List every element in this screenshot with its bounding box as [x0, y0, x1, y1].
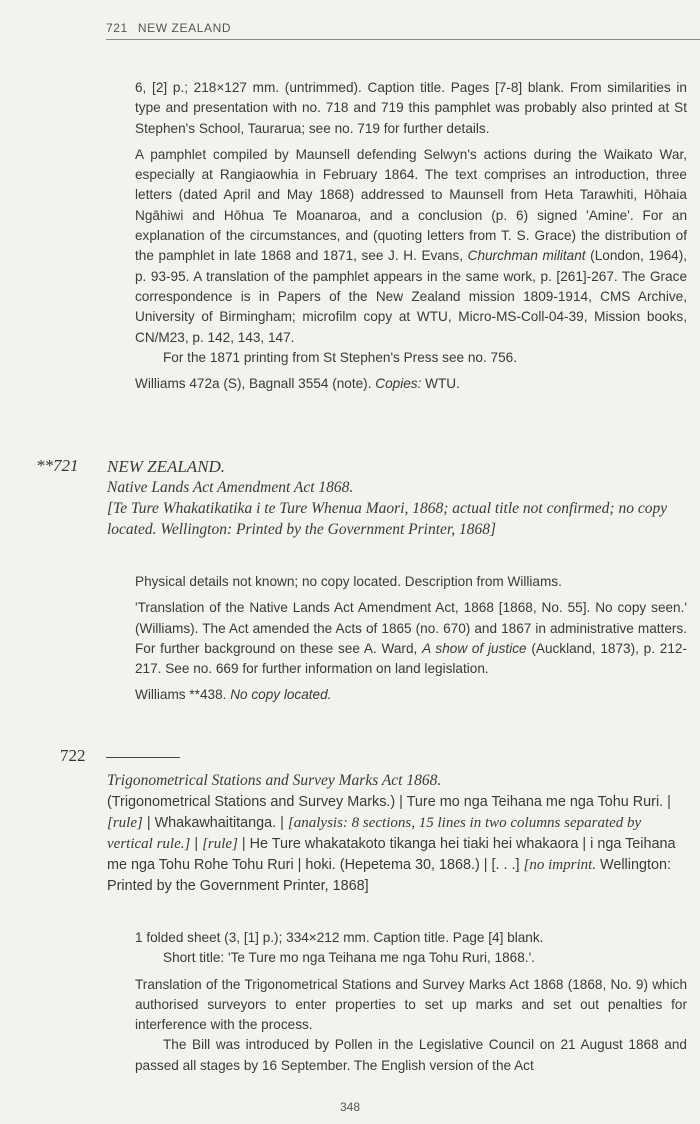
entry-722-short-title: Short title: 'Te Ture mo nga Teihana me nga Tohu Ruri, 1868.'. — [163, 950, 535, 966]
header-entry-number: 721 — [106, 21, 128, 35]
entry-722-body — [135, 928, 687, 1076]
entry-722-title: Trigonometrical Stations and Survey Marks Act 1868. — [107, 772, 442, 789]
entry-722-bill-note: The Bill was introduced by Pollen in the Legislative Council on 21 August 1868 and passed all stages by 16 September. The English version of the Act — [135, 1037, 687, 1073]
entry-722-transcription: (Trigonometrical Stations and Survey Marks.) | Ture mo nga Teihana me nga Tohu Ruri. | [rule] | Whakawhaititanga. | [analysis: 8 sections, 15 lines in two columns separated by vertical rule.] | [rule] | He Ture whakatakoto tikanga hei tiaki hei whakaora | i nga Teihana me nga Tohu Rohe Tohu Ruri | hoki. (Hepetema 30, 1868.) | [. . .] [no imprint. Wellington: Printed by the Government Printer, 1868] — [107, 794, 676, 894]
citation-title: A show of justice — [422, 640, 527, 656]
entry-722-number: 722 — [60, 746, 180, 766]
entry-720-refs: Williams 472a (S), Bagnall 3554 (note). Copies: WTU. — [135, 376, 460, 392]
entry-720-physical: 6, [2] p.; 218×127 mm. (untrimmed). Caption title. Pages [7-8] blank. From similarities in type and presentation with no. 718 and 719 this pamphlet was probably also printed at St Stephen's School, Taurarua; see no. 719 for further details. — [135, 80, 687, 136]
entry-721-body — [135, 572, 687, 706]
entry-720-continuation — [135, 78, 687, 394]
entry-721-physical: Physical details not known; no copy located. Description from Williams. — [135, 574, 562, 589]
header-title: NEW ZEALAND — [137, 21, 232, 35]
entry-722-note: Translation of the Trigonometrical Stations and Survey Marks Act 1868 (1868, No. 9) which authorised surveyors to enter properties to set up marks and set out penalties for interference with the process. — [135, 976, 687, 1033]
entry-721-note: 'Translation of the Native Lands Act Amendment Act, 1868 [1868, No. 55]. No copy seen.' (Williams). The Act amended the Acts of 1865 (no. 670) and 1867 in administrative matters. For further background on these see A. Ward, A show of justice (Auckland, 1873), p. 212-217. See no. 669 for further information on land legislation. — [135, 600, 687, 677]
entry-721-supplied-title: [Te Ture Whakatikatika i te Ture Whenua Maori, 1868; actual title not confirmed; no copy located. Wellington: Printed by the Government Printer, 1868] — [107, 500, 668, 538]
entry-721-number: **721 — [36, 456, 79, 475]
entry-722-physical: 1 folded sheet (3, [1] p.); 334×212 mm. Caption title. Page [4] blank. — [135, 930, 544, 945]
page-number: 348 — [339, 1100, 361, 1114]
entry-720-note: A pamphlet compiled by Maunsell defending Selwyn's actions during the Waikato War, especially at Rangiaowhia in February 1864. The text comprises an introduction, three letters (dated April and May 1868) addressed to Maunsell from Heta Tarawhiti, Hōhaia Ngāhiwi and Hōhua Te Moanaroa, and a conclusion (p. 6) signed 'Amine'. For an explanation of the circumstances, and (quoting letters from T. S. Grace) the distribution of the pamphlet in late 1868 and 1871, see J. H. Evans, Churchman militant (London, 1964), p. 93-95. A translation of the pamphlet appears in the same work, p. [261]-267. The Grace correspondence is in Papers of the New Zealand mission 1809-1914, CMS Archive, University of Birmingham; microfilm copy at WTU, Micro-MS-Coll-04-39, Mission books, CN/M23, p. 142, 143, 147. — [135, 146, 687, 345]
running-header — [106, 21, 700, 40]
entry-721-heading: NEW ZEALAND. — [107, 457, 226, 476]
entry-721-title: Native Lands Act Amendment Act 1868. — [107, 479, 354, 496]
citation-title: Churchman militant — [467, 248, 586, 264]
entry-721-heading-block — [107, 456, 679, 540]
entry-721-refs: Williams **438. No copy located. — [135, 687, 332, 703]
entry-720-reprint-note: For the 1871 printing from St Stephen's Press see no. 756. — [163, 349, 517, 365]
repeat-heading-rule — [106, 757, 180, 758]
